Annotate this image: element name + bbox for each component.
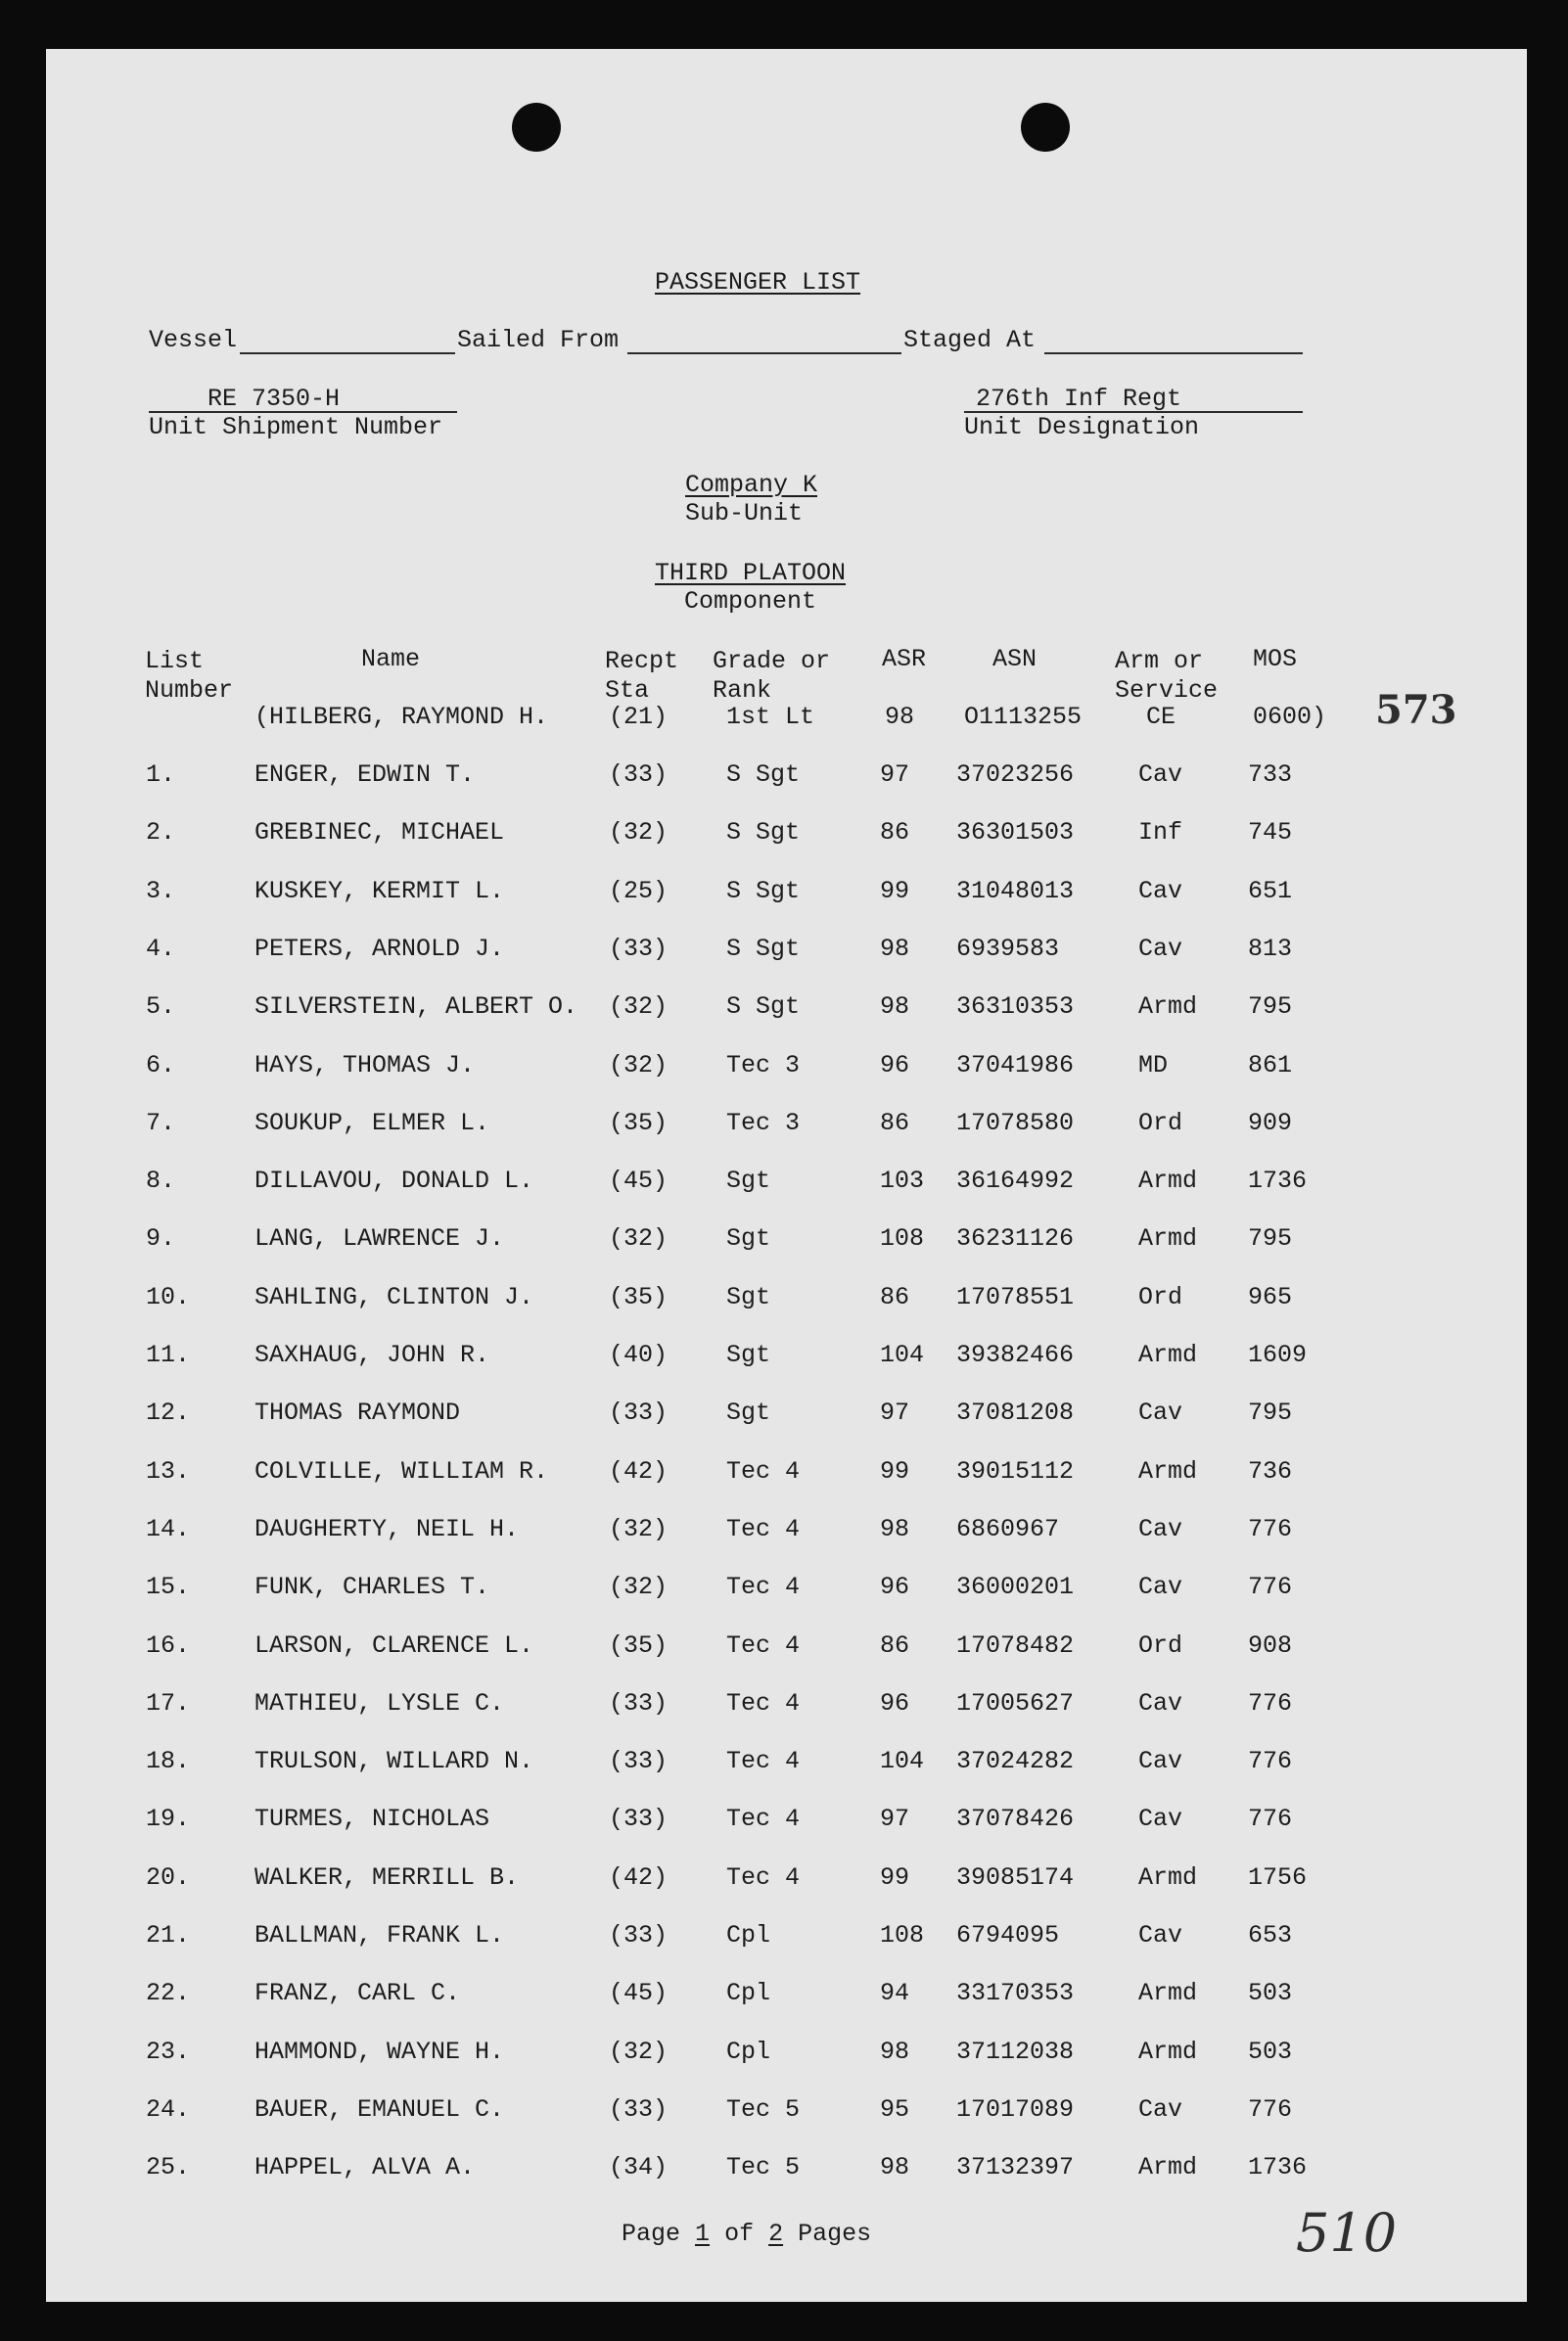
row-grade: S Sgt <box>726 935 801 963</box>
row-asr: 96 <box>880 1573 910 1601</box>
row-arm: Cav <box>1138 2095 1183 2124</box>
row-recpt-sta: (32) <box>609 2038 669 2066</box>
row-arm: Cav <box>1138 1515 1183 1543</box>
row-grade: Cpl <box>726 1979 771 2007</box>
row-name: SAXHAUG, JOHN R. <box>254 1341 490 1369</box>
unit-designation-label: Unit Designation <box>964 413 1200 441</box>
row-asr: 98 <box>880 1515 910 1543</box>
row-name: DILLAVOU, DONALD L. <box>254 1167 534 1195</box>
row-asr: 96 <box>880 1689 910 1718</box>
row-recpt-sta: (32) <box>609 818 669 847</box>
row-list-number: 1. <box>146 760 176 789</box>
row-name: HAPPEL, ALVA A. <box>254 2153 476 2181</box>
row-asr: 86 <box>880 1283 910 1311</box>
row-mos: 776 <box>1248 1689 1293 1718</box>
row-grade: Tec 4 <box>726 1515 801 1543</box>
row-asn: 17017089 <box>956 2095 1075 2124</box>
row-list-number: 23. <box>146 2038 191 2066</box>
row-name: DAUGHERTY, NEIL H. <box>254 1515 520 1543</box>
col-header-mos: MOS <box>1253 645 1298 673</box>
row-arm: Cav <box>1138 1399 1183 1427</box>
row-list-number: 6. <box>146 1051 176 1079</box>
row-grade: Sgt <box>726 1341 771 1369</box>
row-recpt-sta: (35) <box>609 1109 669 1137</box>
row-recpt-sta: (32) <box>609 1515 669 1543</box>
row-asr: 99 <box>880 1457 910 1486</box>
row-mos: 745 <box>1248 818 1293 847</box>
row-name: TRULSON, WILLARD N. <box>254 1747 534 1775</box>
row-list-number: 14. <box>146 1515 191 1543</box>
row-arm: Armd <box>1138 2153 1198 2181</box>
col-header-grade: Grade or Rank <box>713 647 831 705</box>
row-arm: Armd <box>1138 1167 1198 1195</box>
row-recpt-sta: (32) <box>609 1573 669 1601</box>
row-grade: Tec 5 <box>726 2153 801 2181</box>
row-asr: 86 <box>880 1109 910 1137</box>
row-arm: MD <box>1138 1051 1169 1079</box>
unit-shipment-number-label: Unit Shipment Number <box>149 413 443 441</box>
row-asn: 31048013 <box>956 877 1075 905</box>
page-footer <box>622 2222 871 2246</box>
row-list-number: 12. <box>146 1399 191 1427</box>
row-asn: 6860967 <box>956 1515 1060 1543</box>
row-asn: 39085174 <box>956 1863 1075 1892</box>
row-asr: 97 <box>880 760 910 789</box>
row-list-number: 17. <box>146 1689 191 1718</box>
row-asr: 98 <box>880 992 910 1021</box>
row-asn: 17005627 <box>956 1689 1075 1718</box>
row-grade: Tec 4 <box>726 1689 801 1718</box>
row-asn: 17078551 <box>956 1283 1075 1311</box>
row-asn: 17078482 <box>956 1631 1075 1660</box>
page-of: of <box>724 2220 755 2248</box>
vessel-blank-line <box>240 352 455 354</box>
row-mos: 813 <box>1248 935 1293 963</box>
row-list-number: 25. <box>146 2153 191 2181</box>
row-name: HAYS, THOMAS J. <box>254 1051 476 1079</box>
row-recpt-sta: (33) <box>609 1747 669 1775</box>
row-arm: Cav <box>1138 935 1183 963</box>
row-arm: Ord <box>1138 1109 1183 1137</box>
row-grade: Tec 5 <box>726 2095 801 2124</box>
row-grade: Tec 4 <box>726 1747 801 1775</box>
row-asn: 36000201 <box>956 1573 1075 1601</box>
officer-asr: 98 <box>885 703 915 731</box>
row-recpt-sta: (25) <box>609 877 669 905</box>
row-list-number: 16. <box>146 1631 191 1660</box>
row-asr: 104 <box>880 1747 925 1775</box>
row-mos: 776 <box>1248 1805 1293 1833</box>
sub-unit-label: Sub-Unit <box>685 499 804 528</box>
officer-name: (HILBERG, RAYMOND H. <box>254 703 549 731</box>
row-asr: 97 <box>880 1805 910 1833</box>
row-asn: 17078580 <box>956 1109 1075 1137</box>
row-recpt-sta: (33) <box>609 760 669 789</box>
row-name: WALKER, MERRILL B. <box>254 1863 520 1892</box>
row-asr: 98 <box>880 2038 910 2066</box>
officer-grade: 1st Lt <box>726 703 815 731</box>
row-recpt-sta: (35) <box>609 1631 669 1660</box>
row-grade: Sgt <box>726 1399 771 1427</box>
col-header-arm-service: Arm or Service <box>1115 647 1219 705</box>
sub-unit-value: Company K <box>685 471 818 499</box>
row-mos: 908 <box>1248 1631 1293 1660</box>
row-mos: 965 <box>1248 1283 1293 1311</box>
row-name: SAHLING, CLINTON J. <box>254 1283 534 1311</box>
row-grade: Tec 3 <box>726 1109 801 1137</box>
row-list-number: 20. <box>146 1863 191 1892</box>
row-name: MATHIEU, LYSLE C. <box>254 1689 505 1718</box>
component-label: Component <box>684 587 817 616</box>
row-arm: Ord <box>1138 1631 1183 1660</box>
col-header-asr: ASR <box>882 645 927 673</box>
row-asn: 36231126 <box>956 1224 1075 1253</box>
row-grade: Tec 4 <box>726 1805 801 1833</box>
row-mos: 1736 <box>1248 2153 1308 2181</box>
row-name: FRANZ, CARL C. <box>254 1979 461 2007</box>
col-header-asn: ASN <box>992 645 1038 673</box>
row-name: GREBINEC, MICHAEL <box>254 818 505 847</box>
row-name: LANG, LAWRENCE J. <box>254 1224 505 1253</box>
row-asr: 95 <box>880 2095 910 2124</box>
row-list-number: 22. <box>146 1979 191 2007</box>
row-recpt-sta: (42) <box>609 1863 669 1892</box>
row-grade: Sgt <box>726 1224 771 1253</box>
row-list-number: 13. <box>146 1457 191 1486</box>
row-mos: 795 <box>1248 1224 1293 1253</box>
row-mos: 733 <box>1248 760 1293 789</box>
row-grade: Sgt <box>726 1283 771 1311</box>
component-value: THIRD PLATOON <box>655 559 847 587</box>
row-asn: 37024282 <box>956 1747 1075 1775</box>
row-recpt-sta: (42) <box>609 1457 669 1486</box>
row-recpt-sta: (32) <box>609 1051 669 1079</box>
row-list-number: 7. <box>146 1109 176 1137</box>
row-asn: 36164992 <box>956 1167 1075 1195</box>
row-name: BAUER, EMANUEL C. <box>254 2095 505 2124</box>
row-arm: Armd <box>1138 1457 1198 1486</box>
officer-arm: CE <box>1146 703 1176 731</box>
row-list-number: 4. <box>146 935 176 963</box>
row-asn: 37023256 <box>956 760 1075 789</box>
row-list-number: 11. <box>146 1341 191 1369</box>
row-grade: S Sgt <box>726 992 801 1021</box>
col-header-list-number: List Number <box>145 647 234 705</box>
row-asn: 6939583 <box>956 935 1060 963</box>
row-name: KUSKEY, KERMIT L. <box>254 877 505 905</box>
row-asn: 39015112 <box>956 1457 1075 1486</box>
row-list-number: 24. <box>146 2095 191 2124</box>
row-list-number: 3. <box>146 877 176 905</box>
row-arm: Armd <box>1138 1341 1198 1369</box>
row-mos: 1756 <box>1248 1863 1308 1892</box>
row-mos: 909 <box>1248 1109 1293 1137</box>
row-asr: 86 <box>880 1631 910 1660</box>
row-name: BALLMAN, FRANK L. <box>254 1921 505 1950</box>
row-asr: 98 <box>880 935 910 963</box>
row-asn: 37112038 <box>956 2038 1075 2066</box>
row-asr: 98 <box>880 2153 910 2181</box>
row-list-number: 9. <box>146 1224 176 1253</box>
row-list-number: 5. <box>146 992 176 1021</box>
page-suffix: Pages <box>798 2220 872 2248</box>
row-name: SILVERSTEIN, ALBERT O. <box>254 992 578 1021</box>
row-grade: Tec 4 <box>726 1457 801 1486</box>
row-asn: 36310353 <box>956 992 1075 1021</box>
handwritten-number: 510 <box>1296 2202 1398 2264</box>
row-name: TURMES, NICHOLAS <box>254 1805 490 1833</box>
row-arm: Inf <box>1138 818 1183 847</box>
row-asn: 37081208 <box>956 1399 1075 1427</box>
row-name: FUNK, CHARLES T. <box>254 1573 490 1601</box>
row-list-number: 21. <box>146 1921 191 1950</box>
row-grade: Cpl <box>726 2038 771 2066</box>
stamp-number: 573 <box>1375 687 1457 733</box>
vessel-label: Vessel <box>149 326 238 354</box>
row-grade: Tec 4 <box>726 1573 801 1601</box>
row-name: LARSON, CLARENCE L. <box>254 1631 534 1660</box>
punch-hole-right <box>1021 103 1070 152</box>
row-asr: 96 <box>880 1051 910 1079</box>
row-mos: 776 <box>1248 1573 1293 1601</box>
row-arm: Cav <box>1138 1805 1183 1833</box>
row-mos: 1609 <box>1248 1341 1308 1369</box>
row-recpt-sta: (33) <box>609 935 669 963</box>
row-arm: Cav <box>1138 877 1183 905</box>
row-asr: 86 <box>880 818 910 847</box>
punch-hole-left <box>512 103 561 152</box>
page-total: 2 <box>768 2220 784 2248</box>
row-name: ENGER, EDWIN T. <box>254 760 476 789</box>
row-arm: Armd <box>1138 992 1198 1021</box>
row-recpt-sta: (35) <box>609 1283 669 1311</box>
row-grade: S Sgt <box>726 877 801 905</box>
sailed-from-blank-line <box>627 352 901 354</box>
row-asr: 104 <box>880 1341 925 1369</box>
row-asn: 37041986 <box>956 1051 1075 1079</box>
row-asn: 33170353 <box>956 1979 1075 2007</box>
row-asr: 94 <box>880 1979 910 2007</box>
row-arm: Cav <box>1138 1689 1183 1718</box>
row-mos: 1736 <box>1248 1167 1308 1195</box>
row-asn: 39382466 <box>956 1341 1075 1369</box>
row-mos: 503 <box>1248 2038 1293 2066</box>
row-recpt-sta: (34) <box>609 2153 669 2181</box>
row-recpt-sta: (45) <box>609 1167 669 1195</box>
row-arm: Ord <box>1138 1283 1183 1311</box>
row-list-number: 10. <box>146 1283 191 1311</box>
row-grade: Tec 4 <box>726 1631 801 1660</box>
row-asn: 6794095 <box>956 1921 1060 1950</box>
row-arm: Cav <box>1138 1573 1183 1601</box>
col-header-name: Name <box>361 645 421 673</box>
row-mos: 776 <box>1248 2095 1293 2124</box>
row-asr: 99 <box>880 877 910 905</box>
sailed-from-label: Sailed From <box>457 326 620 354</box>
unit-designation-value: 276th Inf Regt <box>976 385 1182 413</box>
row-mos: 651 <box>1248 877 1293 905</box>
row-list-number: 2. <box>146 818 176 847</box>
page-prefix: Page <box>622 2220 681 2248</box>
row-recpt-sta: (33) <box>609 1921 669 1950</box>
row-list-number: 8. <box>146 1167 176 1195</box>
row-asr: 103 <box>880 1167 925 1195</box>
document-title: PASSENGER LIST <box>655 268 861 297</box>
row-recpt-sta: (33) <box>609 2095 669 2124</box>
row-grade: Cpl <box>726 1921 771 1950</box>
row-mos: 861 <box>1248 1051 1293 1079</box>
row-mos: 776 <box>1248 1515 1293 1543</box>
officer-asn: O1113255 <box>964 703 1083 731</box>
row-recpt-sta: (45) <box>609 1979 669 2007</box>
row-recpt-sta: (33) <box>609 1689 669 1718</box>
staged-at-label: Staged At <box>903 326 1037 354</box>
row-mos: 736 <box>1248 1457 1293 1486</box>
row-asn: 36301503 <box>956 818 1075 847</box>
row-grade: Tec 4 <box>726 1863 801 1892</box>
row-mos: 653 <box>1248 1921 1293 1950</box>
row-arm: Cav <box>1138 1921 1183 1950</box>
row-name: HAMMOND, WAYNE H. <box>254 2038 505 2066</box>
row-name: PETERS, ARNOLD J. <box>254 935 505 963</box>
row-mos: 795 <box>1248 1399 1293 1427</box>
row-grade: S Sgt <box>726 760 801 789</box>
row-arm: Armd <box>1138 2038 1198 2066</box>
row-recpt-sta: (33) <box>609 1399 669 1427</box>
row-asr: 108 <box>880 1921 925 1950</box>
row-asr: 108 <box>880 1224 925 1253</box>
staged-at-blank-line <box>1044 352 1303 354</box>
row-name: COLVILLE, WILLIAM R. <box>254 1457 549 1486</box>
row-asr: 99 <box>880 1863 910 1892</box>
row-name: SOUKUP, ELMER L. <box>254 1109 490 1137</box>
row-arm: Armd <box>1138 1863 1198 1892</box>
row-mos: 795 <box>1248 992 1293 1021</box>
row-list-number: 19. <box>146 1805 191 1833</box>
row-arm: Armd <box>1138 1224 1198 1253</box>
document-page <box>46 49 1527 2302</box>
row-asr: 97 <box>880 1399 910 1427</box>
officer-recpt-sta: (21) <box>609 703 669 731</box>
row-recpt-sta: (40) <box>609 1341 669 1369</box>
officer-mos: 0600) <box>1253 703 1327 731</box>
row-mos: 503 <box>1248 1979 1293 2007</box>
row-list-number: 18. <box>146 1747 191 1775</box>
row-list-number: 15. <box>146 1573 191 1601</box>
row-arm: Armd <box>1138 1979 1198 2007</box>
row-arm: Cav <box>1138 760 1183 789</box>
row-recpt-sta: (32) <box>609 992 669 1021</box>
row-asn: 37078426 <box>956 1805 1075 1833</box>
row-recpt-sta: (33) <box>609 1805 669 1833</box>
row-arm: Cav <box>1138 1747 1183 1775</box>
row-recpt-sta: (32) <box>609 1224 669 1253</box>
page-current: 1 <box>695 2220 711 2248</box>
row-grade: Sgt <box>726 1167 771 1195</box>
row-grade: Tec 3 <box>726 1051 801 1079</box>
row-grade: S Sgt <box>726 818 801 847</box>
unit-shipment-number-value: RE 7350-H <box>208 385 341 413</box>
row-asn: 37132397 <box>956 2153 1075 2181</box>
row-name: THOMAS RAYMOND <box>254 1399 461 1427</box>
row-mos: 776 <box>1248 1747 1293 1775</box>
col-header-recpt-sta: Recpt Sta <box>605 647 679 705</box>
